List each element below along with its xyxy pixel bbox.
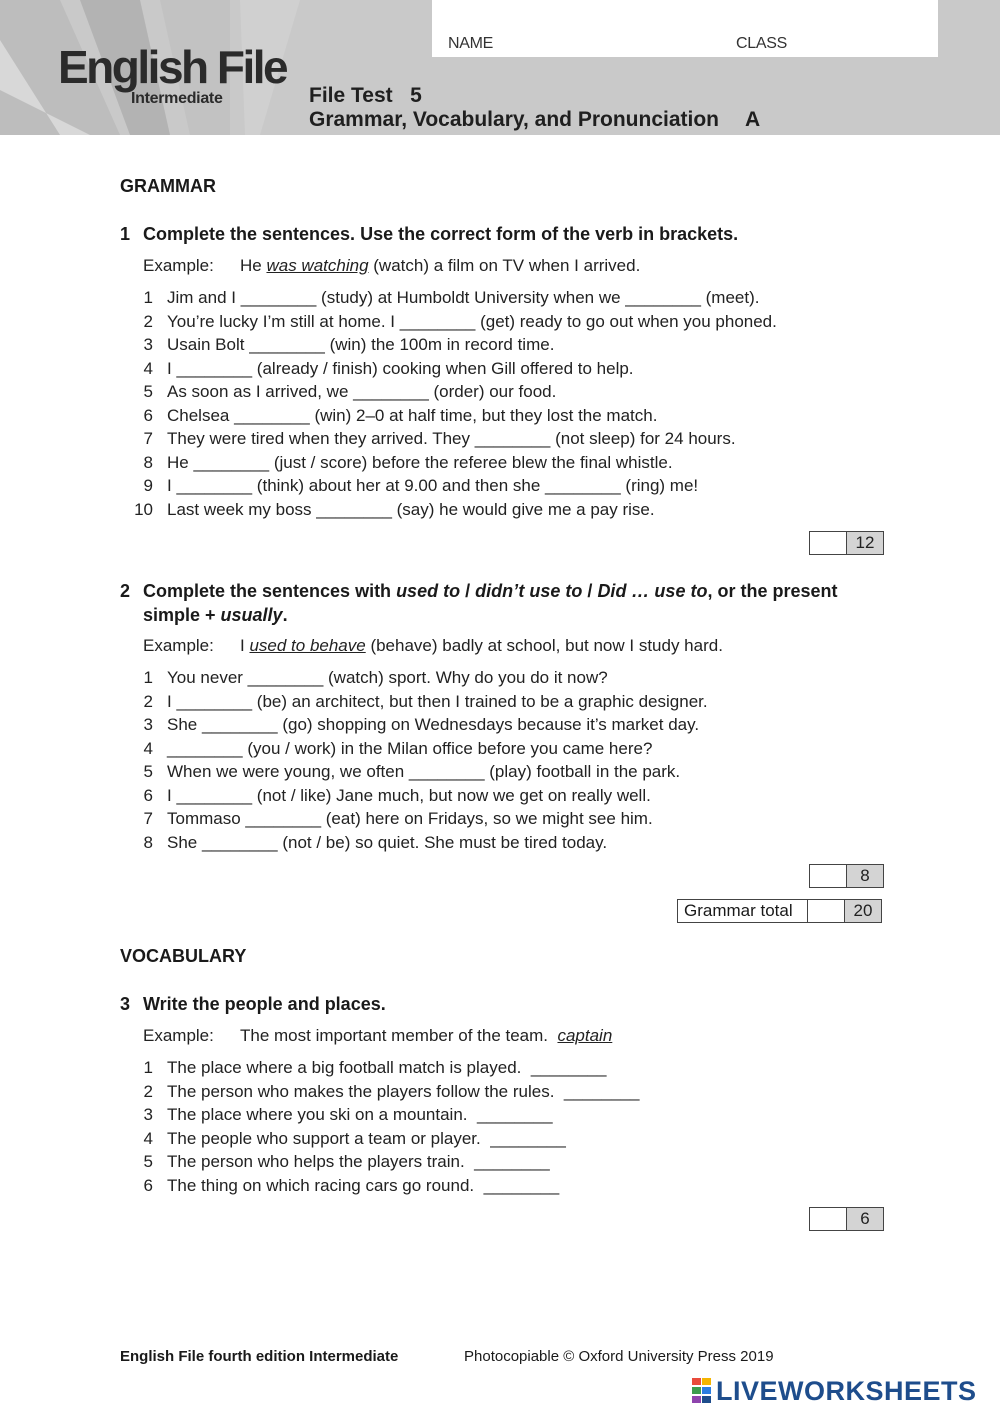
list-item[interactable] [130,1150,640,1174]
exercise-1-example [143,256,640,276]
exercise-2-instruction [120,579,860,627]
score-max: 8 [847,865,883,887]
exercise-3-example [143,1026,612,1046]
list-item[interactable] [130,310,777,334]
score-box-exercise-1 [809,531,884,555]
instruction-part-italic: Did … use to [597,581,708,601]
item-text: I ________ (think) about her at 9.00 and then she ________ (ring) me! [167,476,699,495]
instruction-part: , or the present simple + [143,581,843,625]
item-number: 4 [143,358,153,378]
exercise-instruction-text [143,579,860,627]
example-text-pre: I [240,636,250,655]
example-label: Example: [143,1026,214,1045]
list-item[interactable] [130,666,708,690]
item-number: 1 [143,288,153,307]
item-text: She ________ (not / be) so quiet. She must be tired today. [167,832,608,852]
list-item[interactable] [130,286,777,310]
footer-edition: English File fourth edition Intermediate [120,1348,399,1365]
item-text: He ________ (just / score) before the referee blew the final whistle. [167,452,673,472]
item-number: 6 [143,405,153,425]
section-heading-grammar: GRAMMAR [120,176,216,196]
exercise-number: 2 [120,581,131,601]
item-text: As soon as I arrived, we ________ (order) our food. [167,382,557,401]
exercise-number: 3 [120,994,131,1014]
item-number: 3 [143,335,153,354]
exercise-1-items [130,286,777,521]
name-class-box [432,0,938,57]
liveworksheets-logo[interactable] [692,1374,977,1408]
item-text: Chelsea ________ (win) 2–0 at half time, but they lost the match. [167,405,658,425]
liveworksheets-icon [692,1378,712,1404]
instruction-part-italic: didn’t use to [475,581,583,601]
item-text: They were tired when they arrived. They ________ (not sleep) for 24 hours. [167,429,736,448]
score-box-exercise-2 [809,864,884,888]
list-item[interactable] [130,404,777,428]
item-text: Jim and I ________ (study) at Humboldt University when we ________ (meet). [167,288,760,307]
item-number: 2 [143,691,153,711]
name-label: NAME [448,35,494,52]
exercise-instruction-text: Complete the sentences. Use the correct form of the verb in brackets. [143,224,739,244]
list-item[interactable] [130,1080,640,1104]
item-number: 4 [143,738,153,758]
item-number: 5 [143,382,153,401]
list-item[interactable] [130,760,708,784]
item-number: 5 [143,762,153,781]
exercise-1-instruction [120,222,860,246]
score-box-exercise-3 [809,1207,884,1231]
item-text: I ________ (not / like) Jane much, but now we get on really well. [167,785,651,805]
score-box-grammar-total [677,899,882,923]
exercise-3-items [130,1056,640,1197]
list-item[interactable] [130,690,708,714]
grammar-total-label: Grammar total [678,900,808,922]
item-number: 4 [143,1128,153,1148]
example-text-pre: The most important member of the team. [240,1026,558,1045]
logo-english-file: English File [58,41,287,93]
example-text-post: (watch) a film on TV when I arrived. [368,256,641,275]
exercise-number: 1 [120,224,131,244]
exercise-3-instruction [120,992,860,1016]
item-text: She ________ (go) shopping on Wednesdays because it’s market day. [167,715,700,734]
instruction-part: / [582,581,598,601]
instruction-part-italic: usually [220,605,283,625]
section-heading-vocabulary: VOCABULARY [120,946,247,966]
logo-level: Intermediate [131,90,223,107]
test-title-line2 [309,108,760,132]
test-title-line1: File Test 5 [309,84,422,107]
instruction-part: . [282,605,288,625]
item-number: 3 [143,715,153,734]
list-item[interactable] [130,427,777,451]
list-item[interactable] [130,498,777,522]
item-number: 6 [143,1175,153,1195]
list-item[interactable] [130,333,777,357]
item-number: 10 [134,499,153,519]
score-max: 20 [845,900,881,922]
item-number: 7 [143,429,153,448]
item-number: 3 [143,1105,153,1124]
item-number: 8 [143,452,153,472]
item-text: Tommaso ________ (eat) here on Fridays, so we might see him. [167,809,653,828]
item-number: 1 [143,668,153,687]
score-input[interactable] [810,1208,847,1230]
list-item[interactable] [130,807,708,831]
exercise-2-example [143,636,723,656]
test-version: A [745,108,761,131]
list-item[interactable] [130,380,777,404]
liveworksheets-wordmark: LIVEWORKSHEETS [716,1375,977,1406]
item-number: 6 [143,785,153,805]
item-number: 2 [143,1081,153,1101]
item-number: 8 [143,832,153,852]
item-text: The thing on which racing cars go round. ________ [167,1175,560,1195]
score-input[interactable] [810,532,847,554]
list-item[interactable] [130,1103,640,1127]
test-title-subject: Grammar, Vocabulary, and Pronunciation [309,108,719,131]
list-item[interactable] [130,474,777,498]
example-label: Example: [143,636,214,655]
list-item[interactable] [130,451,777,475]
score-max: 6 [847,1208,883,1230]
footer-copyright: Photocopiable © Oxford University Press 2019 [464,1348,774,1365]
item-number: 5 [143,1152,153,1171]
item-number: 9 [143,476,153,495]
item-text: ________ (you / work) in the Milan office before you came here? [167,738,653,758]
exercise-2-items [130,666,708,854]
list-item[interactable] [130,1174,640,1198]
example-text-post: (behave) badly at school, but now I study hard. [365,636,723,655]
example-answer: was watching [266,256,369,275]
item-text: The person who makes the players follow the rules. ________ [167,1081,640,1101]
item-text: I ________ (already / finish) cooking when Gill offered to help. [167,358,634,378]
item-text: The person who helps the players train. ________ [167,1152,550,1171]
instruction-part-italic: used to [396,581,461,601]
item-text: You’re lucky I’m still at home. I ________ (get) ready to go out when you phoned. [167,311,777,331]
example-text-pre: He [240,256,267,275]
class-label: CLASS [736,35,787,52]
example-label: Example: [143,256,214,275]
example-answer: used to behave [249,636,366,655]
item-text: The place where a big football match is played. ________ [167,1058,607,1077]
item-text: Last week my boss ________ (say) he would give me a pay rise. [167,499,655,519]
item-text: Usain Bolt ________ (win) the 100m in record time. [167,335,555,354]
score-input[interactable] [808,900,845,922]
item-number: 2 [143,311,153,331]
instruction-part: / [460,581,476,601]
item-text: The place where you ski on a mountain. ________ [167,1105,553,1124]
score-max: 12 [847,532,883,554]
item-text: When we were young, we often ________ (play) football in the park. [167,762,681,781]
test-title [309,84,760,132]
item-text: The people who support a team or player. ________ [167,1128,566,1148]
example-answer: captain [557,1026,613,1045]
list-item[interactable] [130,357,777,381]
instruction-part: Complete the sentences with [143,581,397,601]
list-item[interactable] [130,1056,640,1080]
list-item[interactable] [130,1127,640,1151]
list-item[interactable] [130,784,708,808]
item-number: 7 [143,809,153,828]
item-number: 1 [143,1058,153,1077]
list-item[interactable] [130,713,708,737]
item-text: I ________ (be) an architect, but then I trained to be a graphic designer. [167,691,708,711]
exercise-instruction-text: Write the people and places. [143,994,386,1014]
header-banner [0,0,1000,135]
score-input[interactable] [810,865,847,887]
item-text: You never ________ (watch) sport. Why do you do it now? [167,668,608,687]
list-item[interactable] [130,831,708,855]
list-item[interactable] [130,737,708,761]
